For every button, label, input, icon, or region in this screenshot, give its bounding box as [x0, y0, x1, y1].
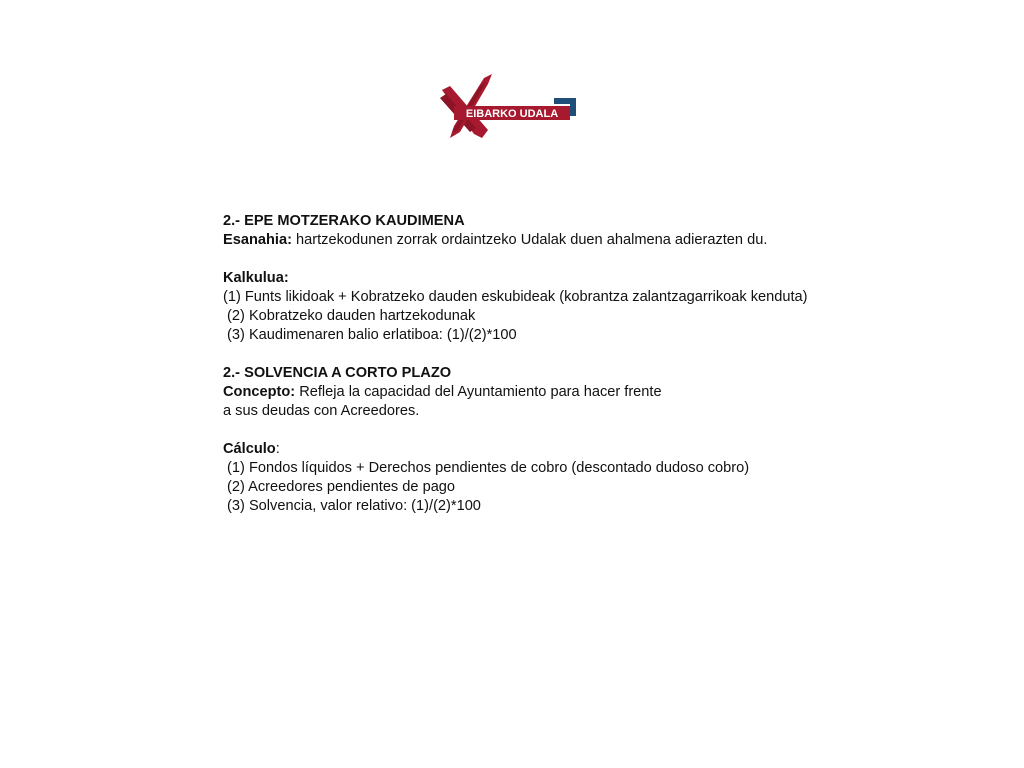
spacer	[223, 421, 923, 440]
section-es-item: (1) Fondos líquidos + Derechos pendientes de cobro (descontado dudoso cobro)	[223, 460, 750, 476]
section-eu-item: (3) Kaudimenaren balio erlatiboa: (1)/(2)*100	[223, 327, 517, 343]
section-eu-definition-text: hartzekodunen zorrak ordaintzeko Udalak duen ahalmena adierazten du.	[291, 232, 768, 248]
section-es-title: 2.- SOLVENCIA A CORTO PLAZO	[223, 365, 452, 381]
section-es-definition-label: Concepto:	[223, 384, 296, 400]
section-es-definition-text: Refleja la capacidad del Ayuntamiento para hacer frente	[295, 384, 662, 400]
section-es-definition	[223, 383, 923, 402]
section-es-calc-suffix: :	[275, 441, 280, 457]
section-es-calc-label: Cálculo	[223, 441, 276, 457]
section-es-item: (2) Acreedores pendientes de pago	[223, 479, 456, 495]
section-es-item: (3) Solvencia, valor relativo: (1)/(2)*100	[223, 498, 481, 514]
section-es-calc	[223, 440, 923, 459]
spacer	[223, 345, 923, 364]
section-eu-item: (1) Funts likidoak + Kobratzeko dauden eskubideak (kobrantza zalantzagarrikoak kenduta)	[223, 289, 808, 305]
document-body	[223, 212, 923, 516]
eibarko-udala-logo-icon	[436, 72, 581, 142]
logo-text: EIBARKO UDALA	[465, 108, 559, 120]
section-eu-calc-label: Kalkulua:	[223, 270, 289, 286]
section-es-definition-continued: a sus deudas con Acreedores.	[223, 403, 420, 419]
section-eu-definition-label: Esanahia:	[223, 232, 292, 248]
section-eu-title: 2.- EPE MOTZERAKO KAUDIMENA	[223, 213, 465, 229]
spacer	[223, 250, 923, 269]
section-eu-item: (2) Kobratzeko dauden hartzekodunak	[223, 308, 476, 324]
eibarko-udala-logo	[436, 72, 581, 142]
section-eu-definition	[223, 231, 923, 250]
